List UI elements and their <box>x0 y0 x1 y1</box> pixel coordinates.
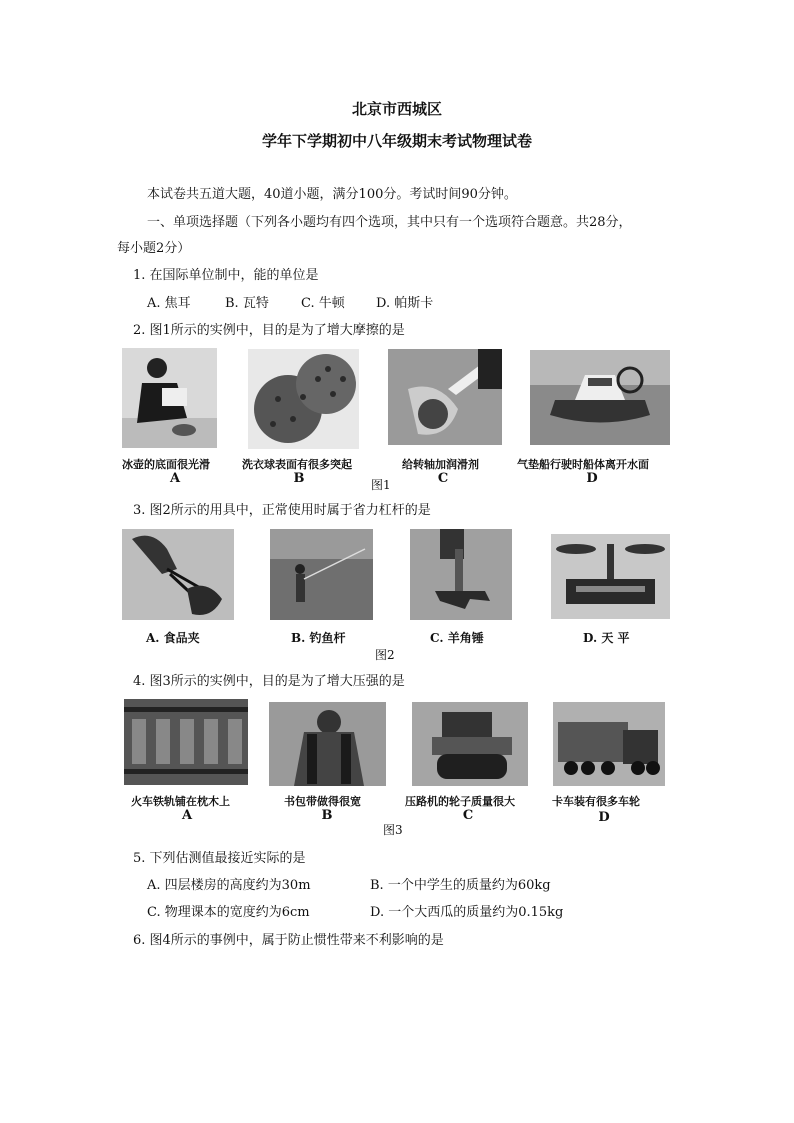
question-6-stem: 6. 图4所示的事例中，属于防止惯性带来不利影响的是 <box>133 933 444 948</box>
q4-caption-d: 卡车装有很多车轮 <box>552 795 640 808</box>
question-1-stem: 1. 在国际单位制中，能的单位是 <box>133 268 319 283</box>
hovercraft-photo <box>530 350 670 445</box>
curling-photo <box>122 348 217 448</box>
q5-option-a: A. 四层楼房的高度约为30m <box>147 878 311 893</box>
lubricant-photo <box>388 349 502 445</box>
q5-option-d: D. 一个大西瓜的质量约为0.15kg <box>370 905 564 920</box>
q4-letter-a: A <box>181 808 193 823</box>
schoolbag-photo <box>269 702 386 786</box>
q3-caption-d: D. 天 平 <box>583 631 630 645</box>
q1-option-c: C. 牛顿 <box>301 296 345 311</box>
q1-option-b: B. 瓦特 <box>225 296 269 311</box>
page-title: 北京市西城区 <box>351 100 442 118</box>
q2-caption-a: 冰壶的底面很光滑 <box>122 458 210 471</box>
balance-scale-photo <box>551 534 670 619</box>
q5-option-b: B. 一个中学生的质量约为60kg <box>370 878 551 893</box>
q2-caption-c: 给转轴加润滑剂 <box>402 458 479 471</box>
figure-1-label: 图1 <box>371 478 391 492</box>
q2-caption-d: 气垫船行驶时船体离开水面 <box>517 458 649 471</box>
food-tongs-photo <box>122 529 234 620</box>
q2-letter-b: B <box>293 471 305 486</box>
question-2-stem: 2. 图1所示的实例中，目的是为了增大摩擦的是 <box>133 323 405 338</box>
fishing-rod-photo <box>270 529 373 620</box>
q1-option-a: A. 焦耳 <box>147 296 191 311</box>
q4-letter-b: B <box>321 808 333 823</box>
question-5-stem: 5. 下列估测值最接近实际的是 <box>133 851 306 866</box>
dryer-ball-photo <box>248 349 359 449</box>
figure-3-label: 图3 <box>383 823 403 837</box>
q2-letter-a: A <box>169 471 181 486</box>
railroad-ties-photo <box>124 699 248 785</box>
truck-photo <box>553 702 665 786</box>
q4-caption-a: 火车铁轨铺在枕木上 <box>131 795 230 808</box>
q3-caption-c: C. 羊角锤 <box>430 631 484 645</box>
road-roller-photo <box>412 702 528 786</box>
page-subtitle: 学年下学期初中八年级期末考试物理试卷 <box>261 132 532 150</box>
question-4-stem: 4. 图3所示的实例中，目的是为了增大压强的是 <box>133 674 405 689</box>
q3-caption-b: B. 钓鱼杆 <box>291 631 346 645</box>
q1-option-d: D. 帕斯卡 <box>376 296 434 311</box>
figure-2-label: 图2 <box>375 648 395 662</box>
question-3-stem: 3. 图2所示的用具中，正常使用时属于省力杠杆的是 <box>133 503 431 518</box>
q5-option-c: C. 物理课本的宽度约为6cm <box>147 905 310 920</box>
q2-caption-b: 洗衣球表面有很多突起 <box>242 458 352 471</box>
q3-caption-a: A. 食品夹 <box>146 631 200 645</box>
section-heading: 一、单项选择题（下列各小题均有四个选项，其中只有一个选项符合题意。共28分， <box>147 215 632 230</box>
section-heading-cont: 每小题2分） <box>117 241 191 256</box>
q4-letter-d: D <box>598 810 610 825</box>
claw-hammer-photo <box>410 529 512 620</box>
q4-caption-b: 书包带做得很宽 <box>284 795 361 808</box>
q2-letter-c: C <box>437 471 449 486</box>
q2-letter-d: D <box>586 471 598 486</box>
q4-letter-c: C <box>462 808 474 823</box>
q4-caption-c: 压路机的轮子质量很大 <box>405 795 515 808</box>
exam-instructions: 本试卷共五道大题，40道小题，满分100分。考试时间90分钟。 <box>147 187 517 202</box>
